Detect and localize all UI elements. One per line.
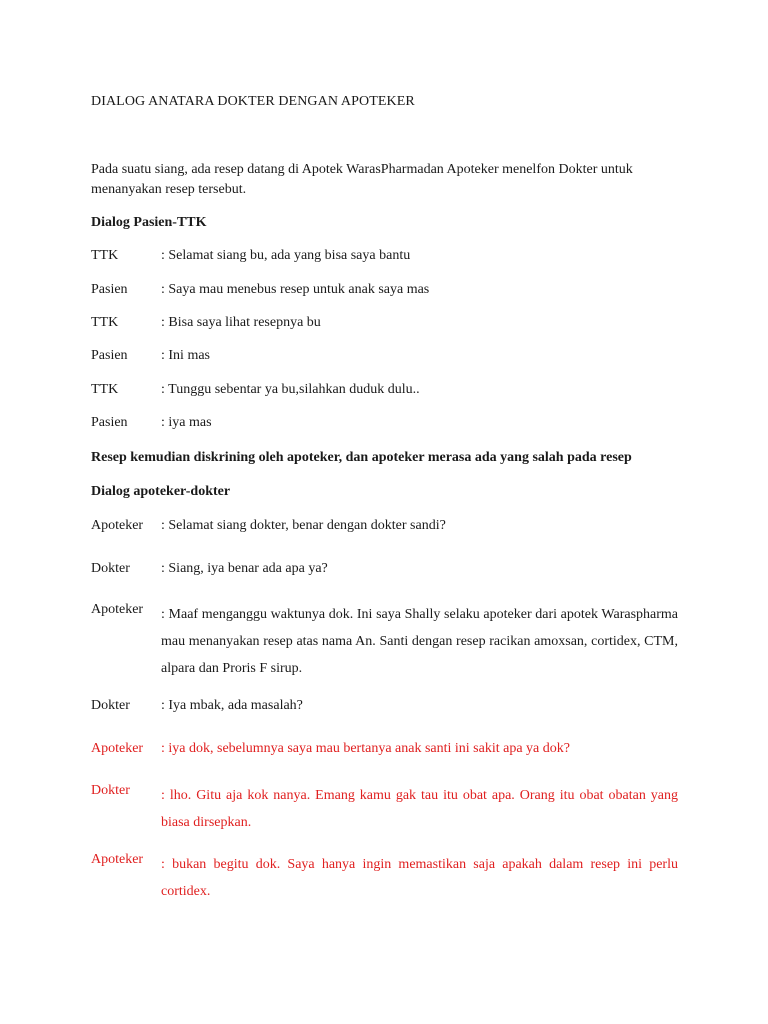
dialog-text: : iya dok, sebelumnya saya mau bertanya anak santi ini sakit apa ya dok? <box>161 741 570 756</box>
dialog-speaker: TTK <box>91 382 119 397</box>
dialog-speaker: Apoteker <box>91 741 144 756</box>
dialog-text: : Iya mbak, ada masalah? <box>161 698 303 713</box>
dialog-speaker: Dokter <box>91 698 130 713</box>
dialog-text: : Selamat siang dokter, benar dengan dokter sandi? <box>161 518 446 533</box>
dialog-text: : Tunggu sebentar ya bu,silahkan duduk dulu.. <box>161 382 420 397</box>
dialog-speaker: TTK <box>91 248 119 263</box>
dialog-text: : Bisa saya lihat resepnya bu <box>161 315 321 330</box>
section-heading-pasien-ttk: Dialog Pasien-TTK <box>91 215 207 230</box>
narration-heading: Resep kemudian diskrining oleh apoteker, dan apoteker merasa ada yang salah pada resep <box>91 450 632 465</box>
dialog-speaker: Apoteker <box>91 852 144 867</box>
document-title: DIALOG ANATARA DOKTER DENGAN APOTEKER <box>91 94 415 109</box>
dialog-text: : Saya mau menebus resep untuk anak saya mas <box>161 282 430 297</box>
intro-line-2: menanyakan resep tersebut. <box>91 182 247 197</box>
dialog-text: : Selamat siang bu, ada yang bisa saya bantu <box>161 248 411 263</box>
dialog-speaker: Pasien <box>91 348 128 363</box>
dialog-speaker: Dokter <box>91 783 130 798</box>
dialog-speaker: Apoteker <box>91 602 144 617</box>
dialog-text: : bukan begitu dok. Saya hanya ingin memastikan saja apakah dalam resep ini perlu cortidex. <box>161 857 678 899</box>
dialog-text: : Siang, iya benar ada apa ya? <box>161 561 328 576</box>
dialog-text: : Ini mas <box>161 348 210 363</box>
dialog-text: : Maaf menganggu waktunya dok. Ini saya Shally selaku apoteker dari apotek Waraspharma mau menanyakan resep atas nama An. Santi dengan resep racikan amoxsan, cortidex, CTM, alpara dan Proris F sirup. <box>161 607 678 676</box>
dialog-speaker: Pasien <box>91 415 128 430</box>
section-heading-apoteker-dokter: Dialog apoteker-dokter <box>91 484 231 499</box>
dialog-speaker: Pasien <box>91 282 128 297</box>
dialog-speaker: TTK <box>91 315 119 330</box>
dialog-text: : lho. Gitu aja kok nanya. Emang kamu gak tau itu obat apa. Orang itu obat obatan yang biasa dirsepkan. <box>161 788 678 830</box>
dialog-speaker: Apoteker <box>91 518 144 533</box>
dialog-speaker: Dokter <box>91 561 130 576</box>
dialog-text: : iya mas <box>161 415 212 430</box>
intro-line-1: Pada suatu siang, ada resep datang di Apotek WarasPharmadan Apoteker menelfon Dokter untuk <box>91 162 633 177</box>
